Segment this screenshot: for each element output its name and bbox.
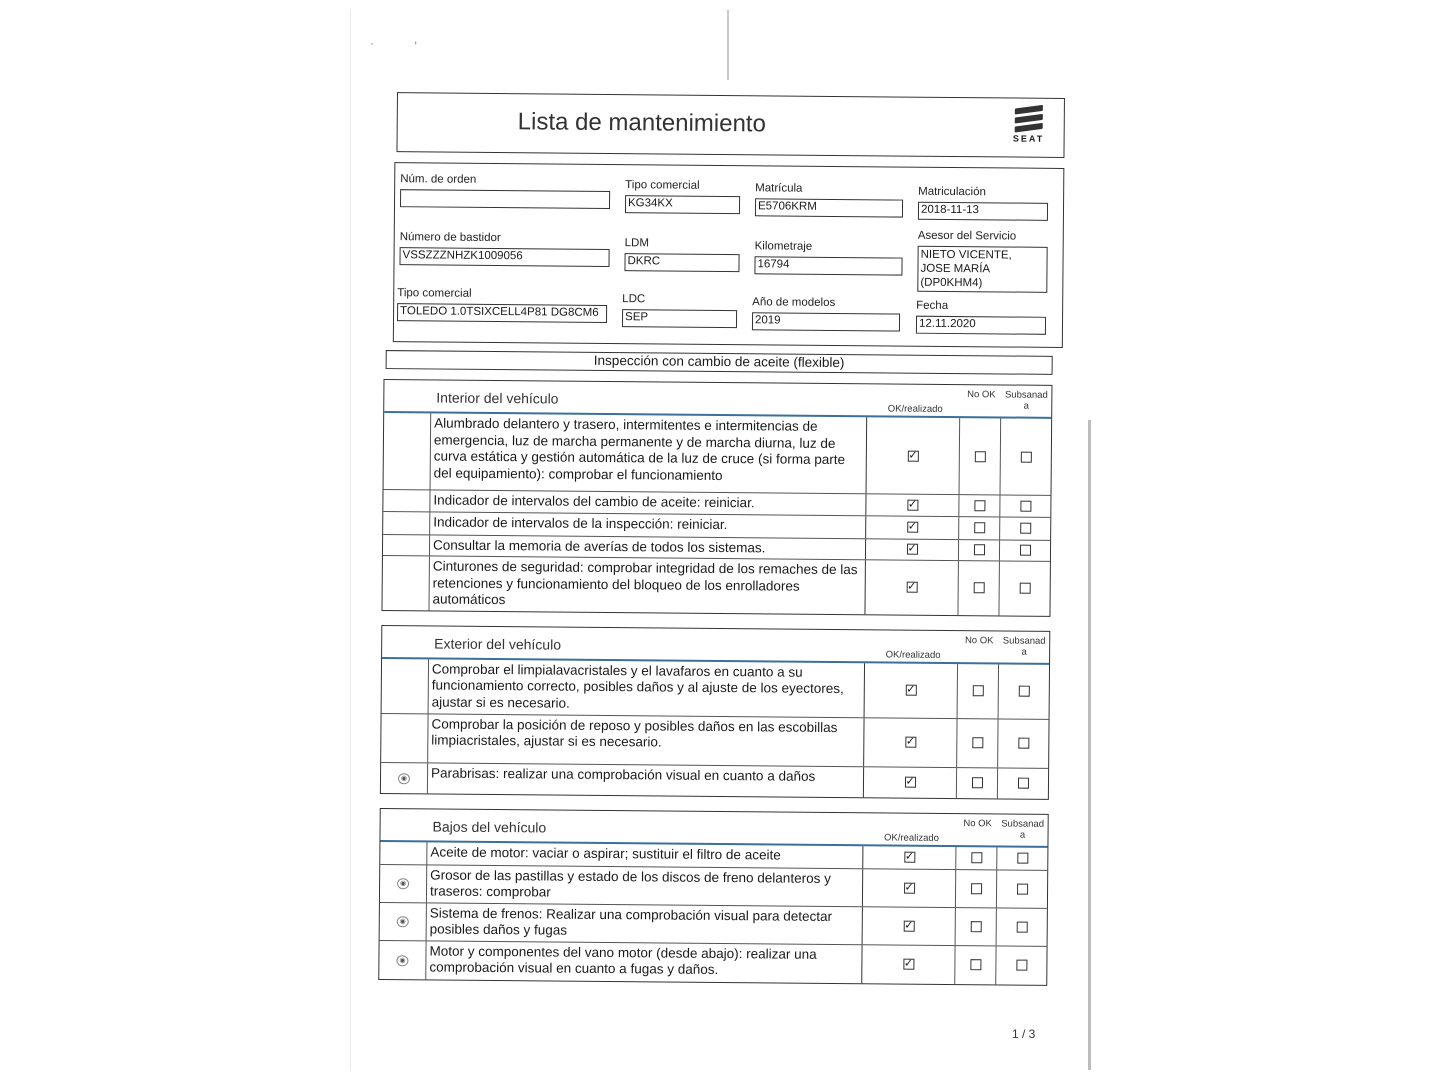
ok-checkbox-cell (863, 846, 956, 869)
section-table (378, 808, 1048, 986)
no-ok-checkbox[interactable] (973, 544, 984, 555)
column-subsanada-header: Subsanad a (1004, 389, 1048, 412)
ok-checkbox[interactable]: ✓ (907, 498, 918, 511)
ok-checkbox-cell (866, 539, 959, 560)
maintenance-form (372, 92, 1065, 985)
section-title: Exterior del vehículo (434, 634, 562, 653)
checklist-row (382, 659, 1049, 720)
no-ok-checkbox[interactable] (973, 582, 984, 593)
tipo-comercial-input[interactable]: KG34KX (625, 195, 740, 214)
subsanada-checkbox[interactable] (1017, 778, 1028, 789)
field-bastidor: Número de bastidor VSSZZZNHZK1009056 (399, 231, 609, 267)
subsanada-checkbox-cell (997, 870, 1047, 907)
ldc-input[interactable]: SEP (622, 309, 737, 328)
column-no-ok-header: No OK (963, 817, 992, 829)
subsanada-checkbox[interactable] (1020, 500, 1031, 511)
ok-checkbox-cell (864, 718, 957, 767)
eye-icon: ◉ (397, 916, 409, 927)
eye-icon: ◉ (398, 773, 410, 784)
fecha-input[interactable]: 12.11.2020 (916, 316, 1046, 335)
ok-checkbox[interactable]: ✓ (907, 520, 917, 533)
checklist-item-text: Indicador de intervalos de la inspección: reiniciar. (430, 512, 866, 538)
checklist-item-text: Indicador de intervalos del cambio de aceite: reiniciar. (430, 490, 866, 514)
matriculacion-input[interactable]: 2018-11-13 (918, 202, 1048, 221)
no-ok-checkbox[interactable] (971, 852, 982, 863)
scan-edge (350, 10, 351, 1070)
section-header (382, 626, 1049, 665)
ok-checkbox-cell (863, 907, 956, 945)
checklist-row (382, 556, 1049, 615)
field-tipo-comercial-1: Tipo comercial KG34KX (625, 179, 740, 214)
ok-checkbox[interactable]: ✓ (903, 957, 914, 970)
subsanada-checkbox[interactable] (1017, 853, 1028, 864)
no-ok-checkbox-cell (956, 870, 997, 907)
column-subsanada-header: Subsanad a (1001, 817, 1045, 841)
field-ldc: LDC SEP (622, 293, 737, 328)
field-ldm: LDM DKRC (624, 237, 739, 272)
seat-logo (1004, 106, 1054, 143)
ok-checkbox-cell (866, 516, 959, 539)
inspection-banner: Inspección con cambio de aceite (flexible) (386, 350, 1053, 375)
column-ok-header: OK/realizado (885, 648, 941, 661)
row-marker-cell (383, 512, 430, 534)
column-subsanada-header: Subsanad a (1002, 634, 1046, 658)
field-tipo-comercial-2: Tipo comercial TOLEDO 1.0TSIXCELL4P81 DG8CM6 (397, 287, 607, 323)
seat-logo-text: SEAT (1012, 133, 1045, 144)
field-asesor: Asesor del Servicio NIETO VICENTE, JOSE MARÍA (DP0KHM4) (917, 230, 1048, 293)
field-anio-modelos: Año de modelos 2019 (752, 296, 900, 331)
subsanada-checkbox-cell (998, 719, 1048, 767)
column-ok-header: OK/realizado (883, 831, 940, 844)
no-ok-checkbox[interactable] (971, 883, 982, 894)
subsanada-checkbox-cell (998, 768, 1048, 798)
row-marker-cell (383, 535, 430, 556)
checklist-item-text: Cinturones de seguridad: comprobar integridad de los remaches de las retenciones y funcionamiento del bloqueo de los enrolladores automáticos (429, 556, 865, 613)
ok-checkbox[interactable]: ✓ (905, 735, 916, 748)
page-number: 1 / 3 (1012, 1027, 1036, 1041)
checklist-item-text: Alumbrado delantero y trasero, intermitentes e intermitencias de emergencia, luz de marcha permanente y de marcha diurna, luz de curva estática y gestión automática de la luz de cruce (si forma parte del equipamiento): comprobar el funcionamiento (431, 413, 868, 493)
no-ok-checkbox[interactable] (972, 685, 983, 696)
ok-checkbox-cell (862, 945, 955, 984)
no-ok-checkbox-cell (956, 908, 997, 945)
row-marker-cell (381, 714, 428, 762)
seat-logo-icon (1015, 107, 1043, 131)
no-ok-checkbox-cell (958, 664, 999, 718)
page-title: Lista de mantenimiento (517, 108, 767, 138)
scan-fold (727, 10, 729, 80)
ok-checkbox[interactable]: ✓ (904, 850, 915, 863)
ok-checkbox-cell (865, 560, 958, 614)
ok-checkbox[interactable]: ✓ (908, 449, 918, 462)
checklist-row (381, 763, 1048, 799)
section-header (380, 809, 1047, 848)
ok-checkbox-cell (865, 663, 958, 718)
no-ok-checkbox[interactable] (970, 959, 981, 970)
no-ok-checkbox[interactable] (974, 451, 985, 462)
field-num-orden: Núm. de orden (400, 173, 610, 209)
scan-edge-right (1088, 420, 1091, 1070)
ok-checkbox[interactable]: ✓ (907, 580, 917, 593)
checklist-item-text: Consultar la memoria de averías de todos los sistemas. (430, 535, 866, 559)
checklist-row (380, 865, 1047, 909)
no-ok-checkbox[interactable] (974, 500, 985, 511)
checklist-item-text: Grosor de las pastillas y estado de los discos de freno delanteros y traseros: comprobar (427, 865, 863, 906)
checklist-item-text: Aceite de motor: vaciar o aspirar; sustituir el filtro de aceite (427, 842, 863, 868)
checklist-item-text: Comprobar la posición de reposo y posibles daños en las escobillas limpiacristales, ajustar si es necesario. (428, 714, 864, 766)
subsanada-checkbox-cell (1000, 517, 1050, 539)
column-ok-header: OK/realizado (887, 403, 943, 415)
field-kilometraje: Kilometraje 16794 (754, 240, 902, 275)
no-ok-checkbox[interactable] (972, 737, 983, 748)
ok-checkbox[interactable]: ✓ (904, 881, 914, 894)
no-ok-checkbox-cell (958, 561, 999, 615)
anio-modelos-input[interactable]: 2019 (752, 312, 900, 331)
num-orden-input[interactable] (400, 189, 610, 209)
no-ok-checkbox[interactable] (970, 921, 981, 932)
row-marker-cell (380, 903, 427, 940)
section-table (380, 625, 1050, 800)
ok-checkbox-cell (864, 767, 957, 798)
scan-speck: , (414, 32, 418, 46)
column-no-ok-header: No OK (964, 634, 994, 646)
vehicle-info (393, 162, 1065, 348)
row-marker-cell (382, 556, 429, 610)
section-header (384, 380, 1051, 419)
form-header (396, 92, 1064, 158)
field-matricula: Matrícula E5706KRM (755, 182, 903, 217)
subsanada-checkbox[interactable] (1019, 583, 1030, 594)
ok-checkbox[interactable]: ✓ (904, 919, 914, 932)
ok-checkbox-cell (866, 494, 959, 515)
ok-checkbox[interactable]: ✓ (907, 542, 917, 555)
kilometraje-input[interactable]: 16794 (754, 256, 902, 275)
no-ok-checkbox-cell (955, 946, 996, 984)
row-marker-cell (380, 842, 427, 864)
subsanada-checkbox[interactable] (1016, 960, 1027, 971)
no-ok-checkbox[interactable] (971, 777, 982, 788)
eye-icon: ◉ (397, 878, 409, 889)
no-ok-checkbox-cell (956, 847, 997, 869)
field-matriculacion: Matriculación 2018-11-13 (918, 186, 1048, 221)
scan-speck: · (370, 36, 374, 50)
asesor-input[interactable]: NIETO VICENTE, JOSE MARÍA (DP0KHM4) (917, 246, 1047, 293)
ok-checkbox-cell (867, 417, 961, 494)
subsanada-checkbox[interactable] (1019, 545, 1030, 556)
no-ok-checkbox[interactable] (974, 522, 985, 533)
subsanada-checkbox-cell (999, 664, 1049, 718)
subsanada-checkbox[interactable] (1018, 738, 1029, 749)
eye-icon: ◉ (396, 955, 408, 966)
subsanada-checkbox[interactable] (1020, 523, 1031, 534)
ldm-input[interactable]: DKRC (624, 253, 739, 272)
row-marker-cell (382, 659, 429, 713)
subsanada-checkbox-cell (1001, 418, 1052, 494)
no-ok-checkbox-cell (959, 540, 1000, 561)
section-title: Bajos del vehículo (432, 817, 547, 835)
subsanada-checkbox-cell (996, 946, 1046, 984)
row-marker-cell (380, 865, 427, 902)
subsanada-checkbox[interactable] (1020, 451, 1031, 462)
no-ok-checkbox-cell (959, 495, 1000, 516)
subsanada-checkbox-cell (1000, 540, 1050, 561)
subsanada-checkbox-cell (999, 561, 1049, 615)
subsanada-checkbox[interactable] (1017, 883, 1028, 894)
checklist-item-text: Parabrisas: realizar una comprobación visual en cuanto a daños (428, 763, 864, 797)
matricula-input[interactable]: E5706KRM (755, 198, 903, 217)
subsanada-checkbox[interactable] (1018, 686, 1029, 697)
column-no-ok-header: No OK (967, 389, 996, 401)
checklist-row (380, 903, 1047, 947)
checklist-row (379, 941, 1046, 985)
checklist-item-text: Sistema de frenos: Realizar una comprobación visual para detectar posibles daños y fugas (427, 903, 863, 944)
checklist-row (381, 714, 1048, 769)
ok-checkbox[interactable]: ✓ (905, 775, 915, 788)
checklist-item-text: Comprobar el limpialavacristales y el lavafaros en cuanto a su funcionamiento correcto, posibles daños y al ajuste de los eyectores, ajustar si es necesario. (429, 659, 865, 717)
no-ok-checkbox-cell (957, 768, 998, 798)
ok-checkbox-cell (863, 869, 956, 907)
checklist-item-text: Motor y componentes del vano motor (desde abajo): realizar una comprobación visual en cuanto a fugas y daños. (426, 941, 862, 983)
subsanada-checkbox-cell (997, 847, 1047, 869)
section-table (381, 379, 1052, 616)
bastidor-input[interactable]: VSSZZZNHZK1009056 (399, 247, 609, 267)
subsanada-checkbox-cell (1000, 495, 1050, 516)
subsanada-checkbox-cell (997, 908, 1047, 945)
subsanada-checkbox[interactable] (1016, 921, 1027, 932)
ok-checkbox[interactable]: ✓ (906, 683, 916, 696)
row-marker-cell (384, 413, 432, 489)
section-title: Interior del vehículo (436, 389, 559, 407)
field-fecha: Fecha 12.11.2020 (916, 300, 1046, 335)
row-marker-cell (381, 763, 428, 793)
no-ok-checkbox-cell (960, 418, 1002, 494)
no-ok-checkbox-cell (957, 719, 998, 767)
checklist-row (384, 413, 1052, 496)
row-marker-cell (383, 490, 430, 511)
no-ok-checkbox-cell (959, 517, 1000, 539)
modelo-input[interactable]: TOLEDO 1.0TSIXCELL4P81 DG8CM6 (397, 303, 607, 323)
inspection-sections (372, 379, 1062, 985)
row-marker-cell (379, 941, 426, 979)
